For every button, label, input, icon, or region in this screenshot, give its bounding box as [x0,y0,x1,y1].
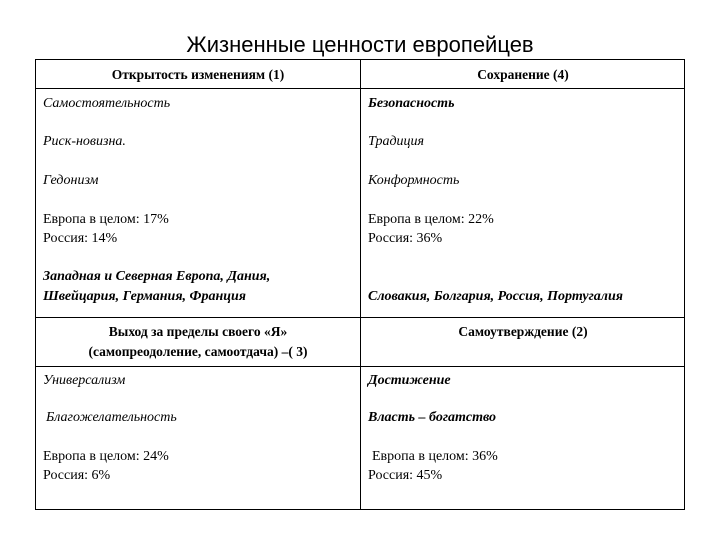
value-benevolence: Благожелательность [46,410,177,425]
header-conservation: Сохранение (4) [477,67,569,82]
stats-self-transcendence-russia: Россия: 6% [43,468,111,483]
value-stimulation: Риск-новизна. [43,134,126,149]
page-title: Жизненные ценности европейцев [186,32,534,57]
value-achievement: Достижение [368,373,451,388]
value-conformity: Конформность [368,173,460,188]
value-power-wealth: Власть – богатство [368,410,497,425]
stats-self-enhancement-russia: Россия: 45% [368,468,443,483]
stats-self-transcendence-europe: Европа в целом: 24% [43,449,169,464]
header-self-enhancement: Самоутверждение (2) [458,324,588,339]
stats-self-enhancement-europe: Европа в целом: 36% [372,449,498,464]
header-divider-top [36,88,684,89]
stats-conservation-russia: Россия: 36% [368,231,443,246]
value-security: Безопасность [368,96,455,111]
countries-openness-line2: Швейцария, Германия, Франция [43,289,247,304]
column-divider [360,60,361,509]
countries-conservation: Словакия, Болгария, Россия, Португалия [368,289,623,304]
section-divider [36,317,684,318]
values-table [35,59,685,510]
stats-conservation-europe: Европа в целом: 22% [368,212,494,227]
header-self-transcendence-line1: Выход за пределы своего «Я» [108,324,288,339]
value-self-direction: Самостоятельность [43,96,171,111]
stats-openness-europe: Европа в целом: 17% [43,212,169,227]
value-hedonism: Гедонизм [43,173,99,188]
stats-openness-russia: Россия: 14% [43,231,118,246]
countries-openness-line1: Западная и Северная Европа, Дания, [43,269,271,284]
header-divider-bottom [36,366,684,367]
value-universalism: Универсализм [43,373,126,388]
header-self-transcendence-line2: (самопреодоление, самоотдача) –( 3) [88,344,308,359]
value-tradition: Традиция [368,134,425,149]
header-openness: Открытость изменениям (1) [111,67,285,82]
